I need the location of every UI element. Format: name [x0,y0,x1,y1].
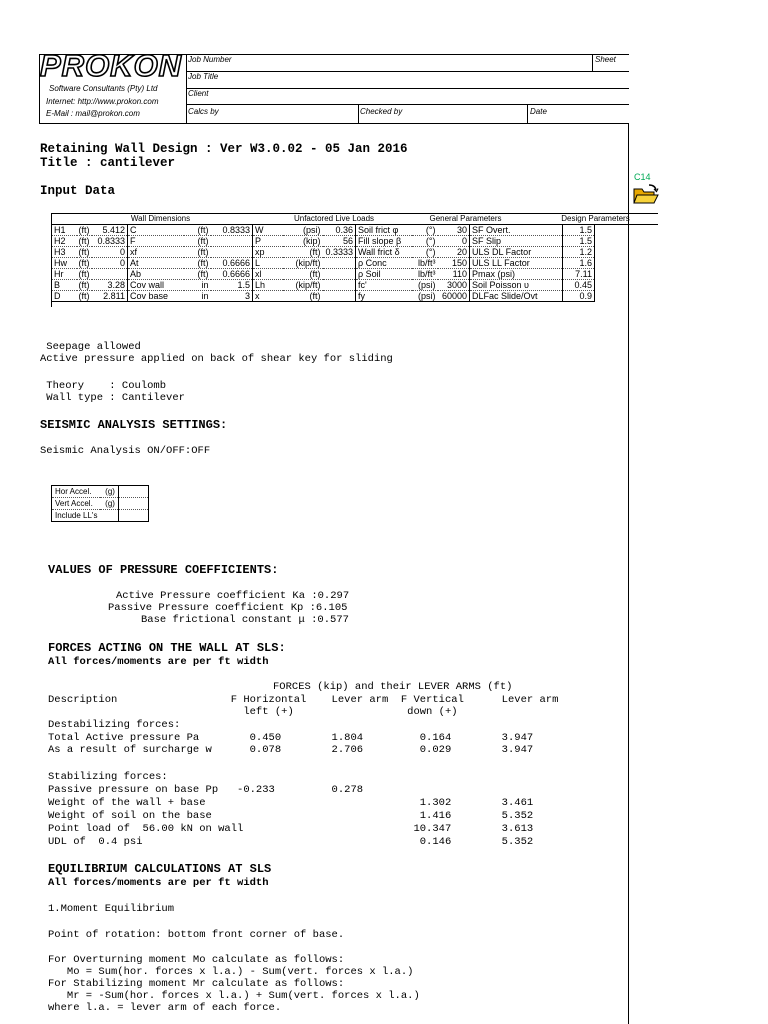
theory-line: Theory : Coulomb [40,380,167,392]
input-table-cell: 0.8333 [211,225,253,236]
forces-row: Total Active pressure Pa 0.450 1.804 0.164 3.947 [48,732,534,744]
rotation-point: Point of rotation: bottom front corner of base. [48,929,345,941]
kp-line: Passive Pressure coefficient Kp :6.105 [108,602,348,614]
ka-line: Active Pressure coefficient Ka :0.297 [116,590,350,602]
moment-equilibrium: 1.Moment Equilibrium [48,903,175,915]
date-label: Date [530,107,547,116]
mo-line-1: For Overturning moment Mo calculate as follows: [48,954,345,966]
input-table-cell [323,269,356,280]
group-design-parameters: Design Parameters [561,214,630,223]
input-table-cell [323,280,356,291]
header-divider [527,104,528,123]
input-table-cell: (psi) [412,291,438,302]
right-margin-line [628,123,629,1024]
input-table-cell: (ft) [283,247,323,258]
checked-by-label: Checked by [360,107,403,116]
input-table-cell: 3.28 [92,280,128,291]
seismic-table-cell [100,510,118,522]
mo-line-2: Mo = Sum(hor. forces x l.a.) - Sum(vert. forces x l.a.) [48,966,414,978]
input-table-cell: 0.9 [563,291,595,302]
input-table-cell: L [253,258,283,269]
input-table-cell: (ft) [78,258,90,268]
destabilizing-label: Destabilizing forces: [48,719,181,731]
input-table-cell: B [52,280,77,291]
open-folder-icon[interactable] [632,183,660,207]
input-table-cell: (ft) [184,225,211,236]
active-pressure-note: Active pressure applied on back of shear key for sliding [40,353,393,365]
input-table-cell: xf [128,247,184,258]
seismic-table-cell: Hor Accel. [52,486,101,498]
input-table-cell: (ft) [78,291,90,301]
input-table-cell: fy [356,291,412,302]
group-wall-dimensions: Wall Dimensions [130,214,191,223]
input-table-cell: (°) [412,225,438,236]
equilibrium-heading: EQUILIBRIUM CALCULATIONS AT SLS [48,862,272,876]
input-table-cell: H3 [52,247,77,258]
job-number-label: Job Number [188,55,232,64]
input-table-cell: fc' [356,280,412,291]
input-table-cell: (ft) [78,269,90,279]
client-label: Client [188,89,209,98]
forces-row: Weight of the wall + base 1.302 3.461 [48,797,534,809]
input-table-cell: 0.3333 [323,247,356,258]
forces-table-subheader: left (+) down (+) [48,706,458,718]
seismic-table-cell: Include LL's [52,510,101,522]
input-table-cell: 0 [438,236,470,247]
group-general-parameters: General Parameters [429,214,502,223]
input-table-cell: Hr [52,269,77,280]
input-data-table [51,225,595,302]
input-table-cell [323,258,356,269]
seismic-table-cell: (g) [100,486,118,498]
input-table-cell [92,269,128,280]
input-table-cell: Cov base [128,291,184,302]
seismic-table-cell[interactable] [118,510,148,522]
seismic-table-row [52,510,149,522]
input-table-cell: 5.412 [92,225,128,236]
input-table-cell: (kip/ft) [283,258,323,269]
input-table-cell: 1.5 [211,280,253,291]
input-table-cell: 0.8333 [92,236,128,247]
input-table-row [52,291,595,302]
input-table-cell: 1.6 [563,258,595,269]
input-table-cell: 2.811 [92,291,128,302]
input-data-heading: Input Data [40,184,116,198]
input-table-cell: P [253,236,283,247]
input-table-cell: 30 [438,225,470,236]
input-table-cell: At [128,258,184,269]
input-table-cell: 56 [323,236,356,247]
input-table-cell: 7.11 [563,269,595,280]
forces-row: Point load of 56.00 kN on wall 10.347 3.613 [48,823,534,835]
c14-tag: C14 [634,172,651,182]
input-table-cell: 1.5 [563,236,595,247]
input-table-cell: H2 [52,236,77,247]
seismic-heading: SEISMIC ANALYSIS SETTINGS: [40,418,228,432]
pressure-coefficients-heading: VALUES OF PRESSURE COEFFICIENTS: [48,563,279,577]
input-table-cell: 3 [211,291,253,302]
input-table-cell: Fill slope β [356,236,412,247]
header-divider [358,104,359,123]
input-table-cell: 0.6666 [211,269,253,280]
stabilizing-label: Stabilizing forces: [48,771,168,783]
input-table-cell: W [253,225,283,236]
input-table-cell: (kip) [283,236,323,247]
input-table-row [52,280,595,291]
input-table-cell: H1 [52,225,77,236]
input-table-cell: Wall frict δ [356,247,412,258]
input-table-cell: 20 [438,247,470,258]
input-table-cell: 150 [438,258,470,269]
input-table-cell: lb/ft³ [412,258,438,269]
input-table-cell: (ft) [78,247,90,257]
header-divider [186,104,629,105]
input-table-cell: xl [253,269,283,280]
group-live-loads: Unfactored Live Loads [293,214,375,223]
input-table-cell: Soil frict φ [356,225,412,236]
input-table-cell: 0.36 [323,225,356,236]
input-table-cell: C [128,225,184,236]
input-table-cell [323,291,356,302]
input-table-row [52,247,595,258]
equilibrium-per-ft: All forces/moments are per ft width [48,877,269,889]
seepage-note: Seepage allowed [40,341,141,353]
header-sheet-divider [592,54,593,71]
forces-heading: FORCES ACTING ON THE WALL AT SLS: [48,641,286,655]
input-table-cell: ULS LL Factor [470,258,563,269]
header-divider [186,88,629,89]
input-table-cell: lb/ft³ [412,269,438,280]
input-table-cell: (ft) [78,236,90,246]
forces-per-ft: All forces/moments are per ft width [48,656,269,668]
input-table-row [52,258,595,269]
header-logo-divider [186,54,187,124]
mr-line-2: Mr = -Sum(hor. forces x l.a.) + Sum(vert. forces x l.a.) [48,990,420,1002]
job-title-label: Job Title [188,72,219,81]
forces-row: As a result of surcharge w 0.078 2.706 0.029 3.947 [48,744,534,756]
input-table-cell: Ab [128,269,184,280]
company-email: E-Mail : mail@prokon.com [46,109,140,118]
header-divider [186,71,629,72]
forces-table-caption: FORCES (kip) and their LEVER ARMS (ft) [273,681,513,693]
input-table-row [52,225,595,236]
forces-row: Weight of soil on the base 1.416 5.352 [48,810,534,822]
input-table-cell: 0 [92,258,128,269]
seismic-table-row [52,486,149,498]
input-table-cell: (kip/ft) [283,280,323,291]
forces-row: UDL of 0.4 psi 0.146 5.352 [48,836,534,848]
input-table-cell: 1.2 [563,247,595,258]
seismic-onoff: Seismic Analysis ON/OFF:OFF [40,445,211,457]
input-table-cell [211,247,253,258]
input-table-cell: 0.45 [563,280,595,291]
input-table-cell: in [184,280,211,291]
input-table-cell: 1.5 [563,225,595,236]
input-table-cell: Soil Poisson υ [470,280,563,291]
input-table-cell: (°) [412,236,438,247]
calcs-by-label: Calcs by [188,107,219,116]
input-table-cell: 3000 [438,280,470,291]
input-table-cell: DLFac Slide/Ovt [470,291,563,302]
input-table-cell: (ft) [184,236,211,247]
input-table-cell: (ft) [283,269,323,280]
mr-line-1: For Stabilizing moment Mr calculate as follows: [48,978,345,990]
seismic-table-cell[interactable] [118,486,148,498]
seismic-table-row [52,498,149,510]
input-table-cell: Pmax (psi) [470,269,563,280]
input-table-cell: ρ Conc [356,258,412,269]
seismic-table [51,485,149,522]
input-table-cell: 110 [438,269,470,280]
input-table-cell: (ft) [184,258,211,269]
forces-table-header: Description F Horizontal Lever arm F Vertical Lever arm [48,694,559,706]
mu-line: Base frictional constant μ :0.577 [141,614,349,626]
input-table-cell: xp [253,247,283,258]
forces-row: Passive pressure on base Pp -0.233 0.278 [48,784,364,796]
input-table-cell: (psi) [283,225,323,236]
lever-arm-note: where l.a. = lever arm of each force. [48,1002,282,1014]
input-table-cell: in [184,291,211,302]
header-bottom-border [39,123,629,124]
input-table-cell: 60000 [438,291,470,302]
input-table-cell [211,236,253,247]
seismic-table-cell: (g) [100,498,118,510]
input-table-cell: ρ Soil [356,269,412,280]
input-table-cell: x [253,291,283,302]
input-table-cell: Cov wall [128,280,184,291]
document-title: Retaining Wall Design : Ver W3.0.02 - 05 Jan 2016 [40,142,408,156]
document-subtitle: Title : cantilever [40,156,176,170]
input-table-cell: Hw [52,258,77,269]
input-table-cell: (ft) [283,291,323,302]
input-table-cell: (psi) [412,280,438,291]
input-table-cell: F [128,236,184,247]
seismic-table-cell: Vert Accel. [52,498,101,510]
sheet-label: Sheet [595,55,616,64]
input-table-cell: (ft) [184,269,211,280]
input-table-cell: SF Slip [470,236,563,247]
input-table-cell: 0.6666 [211,258,253,269]
input-table-row [52,269,595,280]
company-internet: Internet: http://www.prokon.com [46,97,159,106]
input-table-cell: (ft) [184,247,211,258]
input-table-row [52,236,595,247]
input-table-cell: 0 [92,247,128,258]
input-table-cell: (ft) [78,225,90,235]
input-table-cell: D [52,291,77,302]
input-table-cell: SF Overt. [470,225,563,236]
prokon-logo: PROKON [40,48,183,83]
input-table-cell: Lh [253,280,283,291]
company-name: Software Consultants (Pty) Ltd [49,84,158,93]
seismic-table-cell[interactable] [118,498,148,510]
input-table-cell: (°) [412,247,438,258]
input-table-cell: (ft) [78,280,90,290]
wall-type-line: Wall type : Cantilever [40,392,185,404]
input-table-cell: ULS DL Factor [470,247,563,258]
